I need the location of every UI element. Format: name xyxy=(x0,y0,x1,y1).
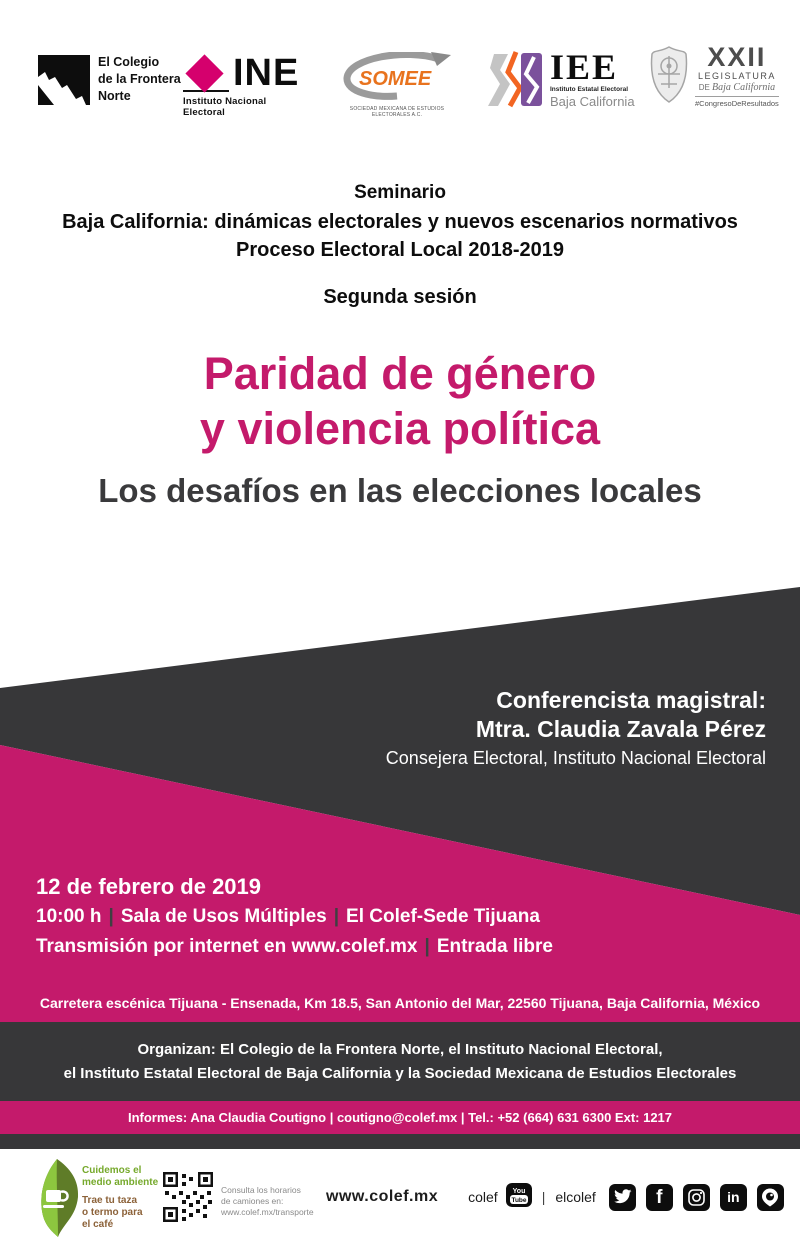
colef-line1: El Colegio xyxy=(98,55,160,69)
event-details xyxy=(36,872,553,962)
elcolef-handle: elcolef xyxy=(555,1189,596,1205)
eco-leaf-icon xyxy=(36,1157,80,1242)
colef-mountain-icon xyxy=(38,55,90,105)
speaker-position: Consejera Electoral, Instituto Nacional Electoral xyxy=(385,748,766,768)
event-stream: Transmisión por internet en www.colef.mx xyxy=(36,936,418,957)
legislatura-label: LEGISLATURA xyxy=(697,71,776,81)
colef-line2: de la Frontera xyxy=(98,72,181,86)
legislatura-hashtag: #CongresoDeResultados xyxy=(695,96,779,108)
legislatura-logo xyxy=(648,44,779,110)
organizers-line2: el Instituto Estatal Electoral de Baja California y la Sociedad Mexicana de Estudios Electorales xyxy=(63,1064,737,1082)
legislatura-number: XXII xyxy=(707,42,767,72)
separator: | xyxy=(424,936,430,957)
svg-text:SOMEE: SOMEE xyxy=(359,68,432,90)
organizers-line1: Organizan: El Colegio de la Frontera Norte, el Instituto Nacional Electoral, xyxy=(137,1040,663,1058)
colef-logo xyxy=(38,54,181,105)
separator: | xyxy=(333,906,340,927)
footer-divider-bar xyxy=(0,1134,800,1149)
iee-caption2: Baja California xyxy=(550,94,635,109)
iee-logo-text xyxy=(550,47,635,109)
colef-logo-text xyxy=(98,54,181,105)
speaker-block xyxy=(386,686,766,773)
colef-line3: Norte xyxy=(98,89,131,103)
youtube-handle: colef xyxy=(468,1189,498,1205)
somee-logo xyxy=(335,52,463,118)
footer-links-row xyxy=(326,1180,784,1214)
organizers-bar xyxy=(0,1022,800,1101)
event-admission: Entrada libre xyxy=(436,936,553,957)
page-title xyxy=(0,346,800,456)
legislatura-de: DE xyxy=(698,83,710,92)
ine-acronym: INE xyxy=(233,52,300,94)
eco-title: Cuidemos el medio ambiente xyxy=(82,1165,159,1188)
ine-caption: Instituto Nacional Electoral xyxy=(183,96,267,118)
title-line2: y violencia política xyxy=(199,403,601,454)
speaker-role-label: Conferencista magistral: xyxy=(496,687,766,713)
event-place: El Colef-Sede Tijuana xyxy=(346,906,540,927)
event-time: 10:00 h xyxy=(36,906,102,927)
title-line1: Paridad de género xyxy=(203,348,597,399)
event-venue: Sala de Usos Múltiples xyxy=(120,906,327,927)
seminar-kicker: Seminario xyxy=(354,182,446,203)
legislatura-state: Baja California xyxy=(712,82,776,93)
ine-logo xyxy=(183,54,311,118)
legislatura-state-row xyxy=(695,82,779,93)
website-url: www.colef.mx xyxy=(326,1188,439,1205)
youtube-icon xyxy=(506,1183,532,1212)
periscope-icon xyxy=(757,1184,784,1211)
contact-bar xyxy=(0,1101,800,1134)
separator: | xyxy=(108,906,114,927)
qr-code xyxy=(163,1172,213,1227)
instagram-icon xyxy=(683,1184,710,1211)
iee-caption1: Instituto Estatal Electoral xyxy=(550,86,629,93)
event-date: 12 de febrero de 2019 xyxy=(36,874,262,899)
ine-diamond-icon xyxy=(183,54,229,92)
legislatura-crest-icon xyxy=(648,44,690,110)
iee-acronym: IEE xyxy=(550,47,619,87)
somee-caption: SOCIEDAD MEXICANA DE ESTUDIOS ELECTORALES A.C. xyxy=(349,106,445,118)
iee-mark-icon xyxy=(488,50,544,108)
transport-info: Consulta los horarios de camiones en: www.colef.mx/transporte xyxy=(221,1185,314,1217)
ine-logo-row xyxy=(183,54,311,92)
eco-message xyxy=(82,1165,158,1231)
somee-swoosh-icon xyxy=(335,52,459,100)
event-venue-line xyxy=(36,902,553,932)
event-stream-line xyxy=(36,932,553,962)
speaker-name: Mtra. Claudia Zavala Pérez xyxy=(475,716,766,742)
legislatura-text xyxy=(695,44,779,108)
contact-text: Informes: Ana Claudia Coutigno | coutigno@colef.mx | Tel.: +52 (664) 631 6300 Ext: 1217 xyxy=(127,1110,673,1125)
footer xyxy=(0,1149,800,1242)
seminar-process: Proceso Electoral Local 2018-2019 xyxy=(236,239,564,261)
facebook-icon: f xyxy=(646,1184,673,1211)
separator: | xyxy=(541,1189,546,1205)
svg-text:You: You xyxy=(512,1187,526,1195)
logo-strip xyxy=(0,0,800,130)
eco-msg: Trae tu taza o termo para el café xyxy=(82,1195,143,1230)
svg-text:Tube: Tube xyxy=(511,1196,527,1204)
iee-logo xyxy=(488,47,635,109)
linkedin-icon: in xyxy=(720,1184,747,1211)
page-subtitle: Los desafíos en las elecciones locales xyxy=(98,472,702,509)
seminar-name: Baja California: dinámicas electorales y nuevos escenarios normativos xyxy=(62,211,738,233)
venue-address: Carretera escénica Tijuana - Ensenada, Km 18.5, San Antonio del Mar, 22560 Tijuana, Baja California, México xyxy=(39,995,761,1011)
session-label: Segunda sesión xyxy=(323,286,477,308)
twitter-icon xyxy=(609,1184,636,1211)
